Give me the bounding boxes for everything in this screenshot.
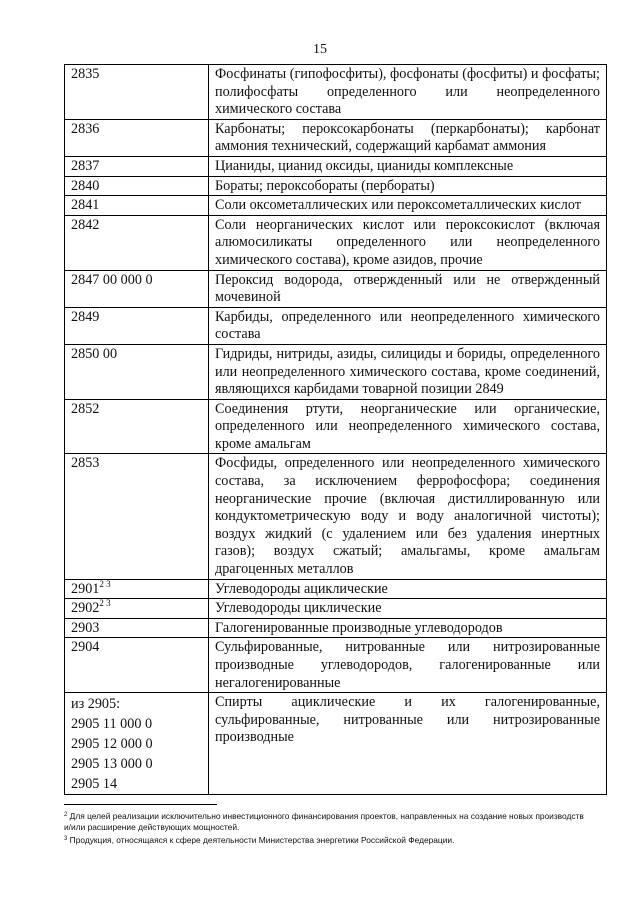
table-row [65,618,607,638]
table-row [65,579,607,599]
footnote-3 [64,835,584,846]
code-line: 2905 13 000 0 [71,756,153,773]
code-text: 2902 [71,600,100,617]
description-cell: Фосфинаты (гипофосфиты), фосфонаты (фосфиты) и фосфаты; полифосфаты определенного или неопределенного химического состава [209,65,607,120]
table-row [65,156,607,176]
description-cell: Галогенированные производные углеводородов [209,618,607,638]
description-cell: Углеводороды ациклические [209,579,607,599]
table-row [65,399,607,454]
code-line: 2905 12 000 0 [71,736,153,753]
description-cell: Соли оксометаллических или пероксометаллических кислот [209,196,607,216]
description-cell: Гидриды, нитриды, азиды, силициды и бориды, определенного или неопределенного химического состава, кроме соединений, являющихся карбидами товарной позиции 2849 [209,344,607,399]
code-cell: 2836 [65,119,209,156]
description-cell: Соли неорганических кислот или пероксокислот (включая алюмосиликаты определенного или неопределенного химического состава), кроме азидов, прочие [209,215,607,270]
description-cell: Цианиды, цианид оксиды, цианиды комплексные [209,156,607,176]
table-row [65,196,607,216]
code-cell: 2847 00 000 0 [65,270,209,307]
description-cell: Спирты ациклические и их галогенированные, сульфированные, нитрованные или нитрозированные производные [209,693,607,795]
code-cell: 2850 00 [65,344,209,399]
code-cell: 2842 [65,215,209,270]
code-line: 2905 14 [71,776,118,793]
tariff-code-table [64,64,607,795]
table-row [65,270,607,307]
code-cell [65,693,209,795]
code-cell: 2904 [65,638,209,693]
description-cell: Бораты; пероксобораты (пербораты) [209,176,607,196]
footnote-divider [64,804,217,805]
code-line: из 2905: [71,696,121,713]
footnote-3-marker: 3 [64,835,68,842]
table-row [65,176,607,196]
table-row [65,599,607,619]
footnote-2-marker: 2 [64,812,68,818]
code-cell: 2837 [65,156,209,176]
table-row [65,638,607,693]
footnote-marker: 2 3 [99,598,111,609]
description-cell: Сульфированные, нитрованные или нитрозированные производные углеводородов, галогенированные или негалогенированные [209,638,607,693]
table-row [65,344,607,399]
footnote-marker: 2 3 [99,578,111,589]
table-row [65,693,607,795]
description-cell: Карбиды, определенного или неопределенного химического состава [209,307,607,344]
code-line: 2905 11 000 0 [71,716,153,733]
footnotes [64,811,584,847]
table-row [65,215,607,270]
table-row [65,65,607,120]
table-row [65,454,607,579]
code-cell: 2849 [65,307,209,344]
footnote-2-text: Для целей реализации исключительно инвестиционного финансирования проектов, направленных на создание новых производств и/или расширение действующих мощностей. [64,811,584,833]
description-cell: Соединения ртути, неорганические или органические, определенного или неопределенного химического состава, кроме амальгам [209,399,607,454]
code-cell [65,599,209,619]
description-cell: Фосфиды, определенного или неопределенного химического состава, за исключением феррофосфора; соединения неорганические прочие (включая дистиллированную или кондуктометрическую воду и воду аналогичной чистоты); воздух жидкий (с удалением или без удаления инертных газов); воздух сжатый; амальгамы, кроме амальгам драгоценных металлов [209,454,607,579]
code-cell: 2852 [65,399,209,454]
code-cell [65,579,209,599]
footnote-3-text: Продукция, относящаяся к сфере деятельности Министерства энергетики Российской Федерации. [69,834,455,845]
footnote-2 [64,811,584,834]
table-row [65,307,607,344]
code-cell: 2903 [65,618,209,638]
description-cell: Пероксид водорода, отвержденный или не отвержденный мочевиной [209,270,607,307]
code-cell: 2840 [65,176,209,196]
table-row [65,119,607,156]
page-number: 15 [313,42,327,57]
code-cell: 2841 [65,196,209,216]
code-text: 2901 [71,580,100,597]
code-cell: 2853 [65,454,209,579]
description-cell: Углеводороды циклические [209,599,607,619]
description-cell: Карбонаты; пероксокарбонаты (перкарбонаты); карбонат аммония технический, содержащий карбамат аммония [209,119,607,156]
code-cell: 2835 [65,65,209,120]
